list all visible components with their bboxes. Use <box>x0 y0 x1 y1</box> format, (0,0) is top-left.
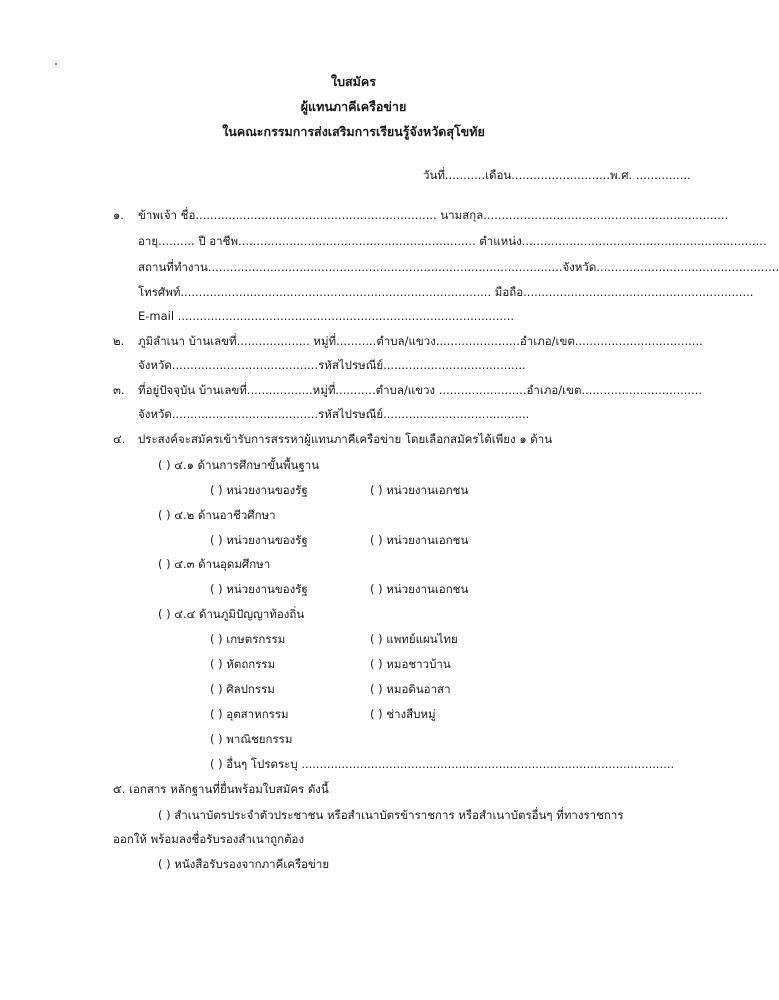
option-4-3-gov[interactable]: ( ) หน่วยงานของรัฐ <box>210 582 308 596</box>
wisdom-other-specify[interactable]: ( ) อื่นๆ โปรดระบุ ...................................................................................................... <box>210 757 675 771</box>
section-5-heading: ๕. เอกสาร หลักฐานที่ยื่นพร้อมใบสมัคร ดังนี้ <box>113 782 329 796</box>
form-title: ใบสมัคร <box>331 74 376 89</box>
section-4-heading: ประสงค์จะสมัครเข้ารับการสรรหาผู้แทนภาคีเครือข่าย โดยเลือกสมัครได้เพียง ๑ ด้าน <box>138 432 553 446</box>
section-2-number: ๒. <box>113 334 125 348</box>
document-id-copy-cont: ออกให้ พร้อมลงชื่อรับรองสำเนาถูกต้อง <box>113 832 305 846</box>
option-4-2-vocational[interactable]: ( ) ๔.๒ ด้านอาชีวศึกษา <box>158 508 276 522</box>
option-4-3-private[interactable]: ( ) หน่วยงานเอกชน <box>370 582 469 596</box>
domicile-province-line: จังหวัด........................................รหัสไปรษณีย์....................................... <box>138 358 526 372</box>
form-subtitle-2: ในคณะกรรมการส่งเสริมการเรียนรู้จังหวัดสุโขทัย <box>222 124 485 139</box>
name-field-line: ข้าพเจ้า ชื่อ.................................................................. นามสกุล................................................................... <box>138 208 729 222</box>
age-occupation-line: อายุ.......... ปี อาชีพ................................................................. ตำแหน่ง................................................................... <box>138 234 767 248</box>
wisdom-agriculture[interactable]: ( ) เกษตรกรรม <box>210 632 286 646</box>
wisdom-commerce[interactable]: ( ) พาณิชยกรรม <box>210 732 293 746</box>
phone-line: โทรศัพท์..................................................................................... มือถือ............................................................... <box>138 285 754 299</box>
option-4-2-private[interactable]: ( ) หน่วยงานเอกชน <box>370 533 469 547</box>
wisdom-handicraft[interactable]: ( ) หัตถกรรม <box>210 657 276 671</box>
option-4-3-higher-education[interactable]: ( ) ๔.๓ ด้านอุดมศึกษา <box>158 557 271 571</box>
wisdom-soil-volunteer[interactable]: ( ) หมอดินอาสา <box>370 682 451 696</box>
wisdom-craftsman[interactable]: ( ) ช่างสืบหมู่ <box>370 707 436 721</box>
wisdom-industry[interactable]: ( ) อุตสาหกรรม <box>210 707 289 721</box>
section-3-number: ๓. <box>113 383 125 397</box>
option-4-4-local-wisdom[interactable]: ( ) ๔.๔ ด้านภูมิปัญญาท้องถิ่น <box>158 607 305 621</box>
wisdom-fine-arts[interactable]: ( ) ศิลปกรรม <box>210 682 275 696</box>
workplace-line: สถานที่ทำงาน.................................................................................................จังหวัด.................................................. <box>138 260 779 274</box>
option-4-2-gov[interactable]: ( ) หน่วยงานของรัฐ <box>210 533 308 547</box>
option-4-1-private[interactable]: ( ) หน่วยงานเอกชน <box>370 483 469 497</box>
document-id-copy[interactable]: ( ) สำเนาบัตรประจำตัวประชาชน หรือสำเนาบัตรข้าราชการ หรือสำเนาบัตรอื่นๆ ที่ทางราชการ <box>158 808 624 822</box>
scan-speck <box>55 63 57 65</box>
form-subtitle-1: ผู้แทนภาคีเครือข่าย <box>300 99 407 114</box>
date-line: วันที่...........เดือน...........................พ.ศ. ............... <box>423 168 691 182</box>
current-address-line: ที่อยู่ปัจจุบัน บ้านเลขที่..................หมู่ที่...........ตำบล/แขวง ........................อำเภอ/เขต................................. <box>138 383 703 397</box>
wisdom-folk-doctor[interactable]: ( ) หมอชาวบ้าน <box>370 657 451 671</box>
wisdom-thai-medicine[interactable]: ( ) แพทย์แผนไทย <box>370 632 458 646</box>
section-4-number: ๔. <box>113 432 126 446</box>
option-4-1-gov[interactable]: ( ) หน่วยงานของรัฐ <box>210 483 308 497</box>
document-network-letter[interactable]: ( ) หนังสือรับรองจากภาคีเครือข่าย <box>158 857 330 871</box>
current-province-line: จังหวัด........................................รหัสไปรษณีย์........................................ <box>138 407 530 421</box>
domicile-address-line: ภูมิลำเนา บ้านเลขที่.................... หมู่ที่...........ตำบล/แขวง.......................อำเภอ/เขต................................... <box>138 334 703 348</box>
option-4-1-basic-education[interactable]: ( ) ๔.๑ ด้านการศึกษาขั้นพื้นฐาน <box>158 458 320 472</box>
email-line: E-mail ............................................................................................ <box>138 309 515 323</box>
section-1-number: ๑. <box>113 208 124 222</box>
